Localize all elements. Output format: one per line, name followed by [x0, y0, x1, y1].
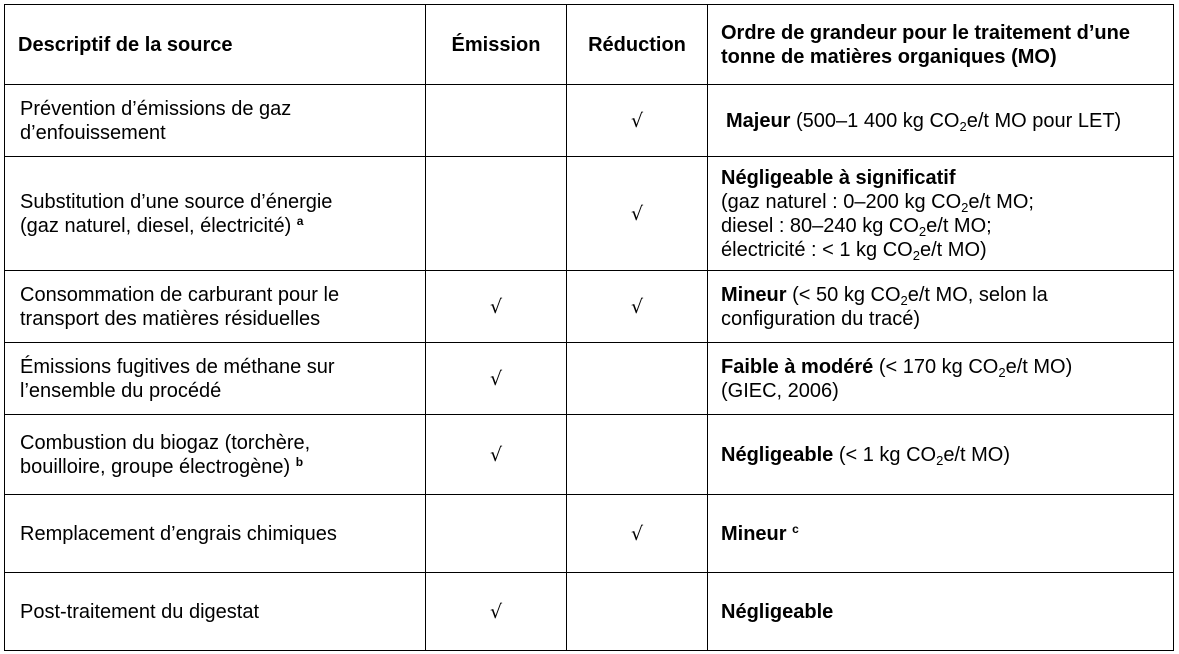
- subscript: 2: [936, 452, 944, 468]
- magnitude-text: e/t MO;: [968, 190, 1034, 213]
- magnitude-label: Mineur: [721, 283, 787, 306]
- reduction-check: √: [567, 495, 708, 573]
- subscript: 2: [959, 118, 967, 134]
- reduction-check: √: [567, 157, 708, 271]
- header-reduction: Réduction: [567, 5, 708, 85]
- magnitude-text: e/t MO;: [926, 214, 992, 237]
- emission-check: √: [426, 415, 567, 495]
- source-text: Substitution d’une source d’énergie: [20, 190, 333, 213]
- magnitude-text: e/t MO): [919, 238, 987, 261]
- subscript: 2: [912, 247, 920, 263]
- magnitude-label: Mineur: [721, 522, 793, 545]
- magnitude-cell: [708, 343, 1174, 415]
- source-cell: [5, 157, 426, 271]
- magnitude-cell: [708, 573, 1174, 651]
- reduction-check: √: [567, 271, 708, 343]
- source-text: transport des matières résiduelles: [20, 307, 321, 330]
- table-row: [5, 415, 1174, 495]
- footnote-marker: a: [296, 213, 304, 228]
- subscript: 2: [961, 199, 969, 215]
- magnitude-cell: [708, 157, 1174, 271]
- source-text: Remplacement d’engrais chimiques: [20, 522, 337, 545]
- reduction-check: √: [567, 85, 708, 157]
- emission-cell: [426, 85, 567, 157]
- emission-cell: [426, 495, 567, 573]
- source-cell: [5, 271, 426, 343]
- table-row: [5, 271, 1174, 343]
- magnitude-text: (< 170 kg CO: [873, 355, 999, 378]
- magnitude-text: e/t MO pour LET): [966, 109, 1122, 132]
- magnitude-cell: [708, 271, 1174, 343]
- table-row: [5, 343, 1174, 415]
- reduction-cell: [567, 573, 708, 651]
- source-text: Émissions fugitives de méthane sur: [20, 355, 335, 378]
- source-text: l’ensemble du procédé: [20, 379, 222, 402]
- source-cell: [5, 415, 426, 495]
- ghg-sources-table: [4, 4, 1174, 651]
- source-text: bouilloire, groupe électrogène): [20, 455, 296, 478]
- source-cell: [5, 573, 426, 651]
- subscript: 2: [918, 223, 927, 239]
- source-text: (gaz naturel, diesel, électricité): [20, 214, 297, 237]
- header-magnitude: Ordre de grandeur pour le traitement d’une tonne de matières organiques (MO): [708, 5, 1174, 85]
- emission-cell: [426, 157, 567, 271]
- source-text: Prévention d’émissions de gaz: [20, 97, 292, 120]
- magnitude-text: e/t MO): [1005, 355, 1073, 378]
- reduction-cell: [567, 415, 708, 495]
- magnitude-cell: [708, 85, 1174, 157]
- footnote-marker: c: [792, 521, 799, 536]
- magnitude-label: Négligeable à significatif: [721, 166, 956, 189]
- source-cell: [5, 495, 426, 573]
- header-emission: Émission: [426, 5, 567, 85]
- emission-check: √: [426, 573, 567, 651]
- magnitude-text: e/t MO): [943, 443, 1010, 466]
- magnitude-label: Majeur: [726, 109, 791, 132]
- magnitude-label: Faible à modéré: [721, 355, 874, 378]
- reduction-cell: [567, 343, 708, 415]
- footnote-marker: b: [295, 454, 304, 469]
- magnitude-text: e/t MO, selon la: [907, 283, 1048, 306]
- table-header-row: [5, 5, 1174, 85]
- header-source: Descriptif de la source: [5, 5, 426, 85]
- source-text: Consommation de carburant pour le: [20, 283, 340, 306]
- source-cell: [5, 85, 426, 157]
- emission-check: √: [426, 271, 567, 343]
- magnitude-text: configuration du tracé): [721, 307, 921, 330]
- source-text: d’enfouissement: [20, 121, 166, 144]
- source-cell: [5, 343, 426, 415]
- magnitude-text: diesel : 80–240 kg CO: [721, 214, 919, 237]
- emission-check: √: [426, 343, 567, 415]
- subscript: 2: [998, 364, 1006, 380]
- magnitude-cell: [708, 415, 1174, 495]
- magnitude-text: (< 1 kg CO: [833, 443, 937, 466]
- magnitude-text: électricité : < 1 kg CO: [721, 238, 913, 261]
- magnitude-label: Négligeable: [721, 443, 834, 466]
- table-row: [5, 85, 1174, 157]
- source-text: Post-traitement du digestat: [20, 600, 260, 623]
- magnitude-label: Négligeable: [721, 600, 834, 623]
- subscript: 2: [900, 292, 908, 308]
- table-row: [5, 157, 1174, 271]
- table-row: [5, 495, 1174, 573]
- source-text: Combustion du biogaz (torchère,: [20, 431, 311, 454]
- magnitude-text: (500–1 400 kg CO: [790, 109, 960, 132]
- magnitude-text: (gaz naturel : 0–200 kg CO: [721, 190, 962, 213]
- magnitude-text: (GIEC, 2006): [721, 379, 839, 402]
- magnitude-text: (< 50 kg CO: [786, 283, 901, 306]
- table-row: [5, 573, 1174, 651]
- magnitude-cell: [708, 495, 1174, 573]
